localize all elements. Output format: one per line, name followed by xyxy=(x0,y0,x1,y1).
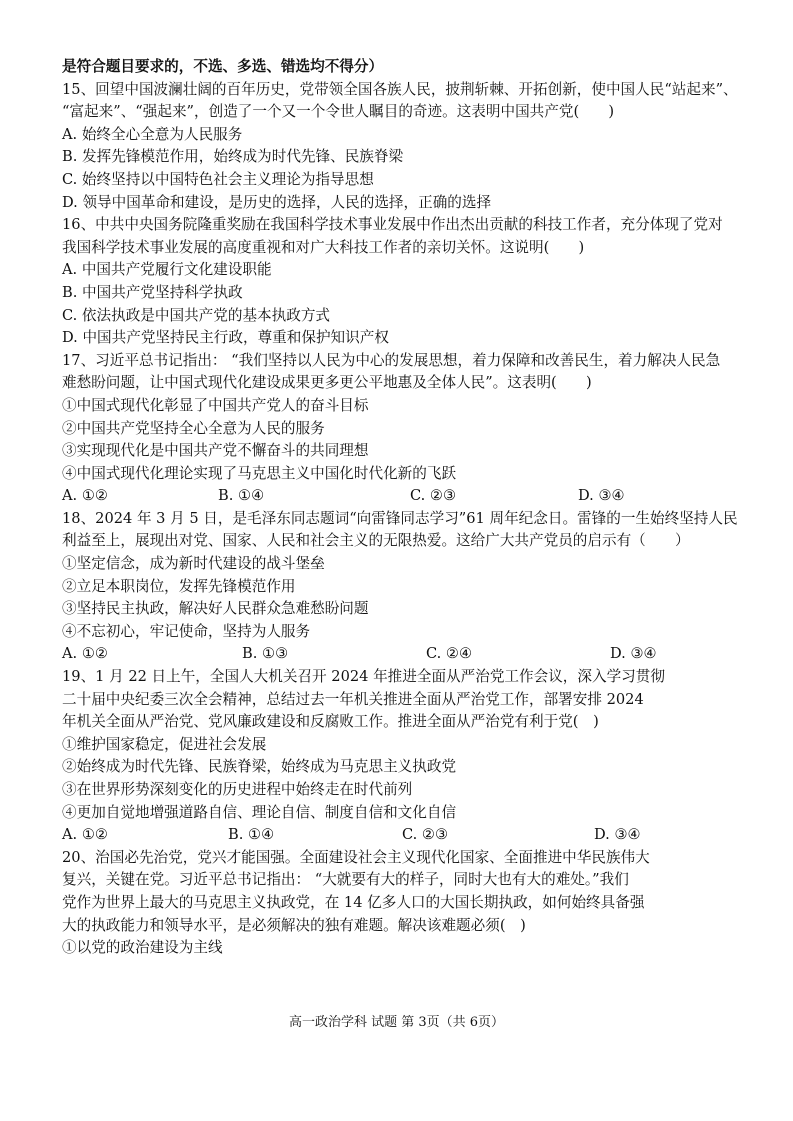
statement-2: ②中国共产党坚持全心全意为人民的服务 xyxy=(62,419,325,437)
question-stem: 难愁盼问题，让中国式现代化建设成果更多更公平地惠及全体人民”。这表明( ) xyxy=(62,374,592,392)
option-c: C. ②③ xyxy=(402,826,449,844)
option-d: D. ③④ xyxy=(594,826,641,844)
option-b: B. 发挥先锋模范作用，始终成为时代先锋、民族脊梁 xyxy=(62,148,404,166)
statement-3: ③实现现代化是中国共产党不懈奋斗的共同理想 xyxy=(62,442,369,460)
option-c: C. ②④ xyxy=(426,645,473,663)
question-stem: 二十届中央纪委三次全会精神，总结过去一年机关推进全面从严治党工作，部署安排 2024 xyxy=(62,690,644,708)
answer-options xyxy=(62,643,734,666)
statement-3: ③坚持民主执政，解决好人民群众急难愁盼问题 xyxy=(62,600,369,618)
option-a: A. ①② xyxy=(62,645,108,663)
question-stem: 20、治国必先治党，党兴才能国强。全面建设社会主义现代化国家、全面推进中华民族伟大 xyxy=(62,848,650,866)
option-c: C. ②③ xyxy=(410,487,457,505)
exam-page xyxy=(62,56,738,960)
question-stem: 18、2024 年 3 月 5 日，是毛泽东同志题词“向雷锋同志学习”61 周年纪念日。雷锋的一生始终坚持人民 xyxy=(62,509,738,527)
option-c: C. 始终坚持以中国特色社会主义理论为指导思想 xyxy=(62,170,374,188)
question-16 xyxy=(62,214,734,350)
statement-3: ③在世界形势深刻变化的历史进程中始终走在时代前列 xyxy=(62,781,413,798)
question-20 xyxy=(62,847,734,960)
option-d: D. ③④ xyxy=(578,487,625,505)
option-d: D. 中国共产党坚持民主行政，尊重和保护知识产权 xyxy=(62,329,389,347)
statement-2: ②立足本职岗位，发挥先锋模范作用 xyxy=(62,577,296,595)
statement-1: ①中国式现代化彰显了中国共产党人的奋斗目标 xyxy=(62,396,369,414)
option-d: D. ③④ xyxy=(610,645,657,663)
question-17 xyxy=(62,350,734,508)
option-b: B. ①④ xyxy=(228,826,275,844)
statement-4: ④更加自觉地增强道路自信、理论自信、制度自信和文化自信 xyxy=(62,803,457,821)
statement-4: ④不忘初心，牢记使命，坚持为人服务 xyxy=(62,622,311,640)
option-a: A. ①② xyxy=(62,487,108,505)
question-stem: 16、中共中央国务院隆重奖励在我国科学技术事业发展中作出杰出贡献的科技工作者，充分体现了党对 xyxy=(62,216,723,234)
question-stem: 利益至上，展现出对党、国家、人民和社会主义的无限热爱。这给广大共产党员的启示有（ ） xyxy=(62,532,690,550)
question-stem: 17、习近平总书记指出： “我们坚持以人民为中心的发展思想，着力保障和改善民生，着力解决人民急 xyxy=(62,351,721,369)
option-a: A. ①② xyxy=(62,826,108,844)
option-a: A. 中国共产党履行文化建设职能 xyxy=(62,261,272,279)
question-stem: 党作为世界上最大的马克思主义执政党，在 14 亿多人口的大国长期执政，如何始终具备强 xyxy=(62,893,645,911)
question-stem: 大的执政能力和领导水平，是必须解决的独有难题。解决该难题必须( ) xyxy=(62,916,526,934)
question-stem: 复兴，关键在党。习近平总书记指出： “大就要有大的样子，同时大也有大的难处。”我们 xyxy=(62,871,629,889)
question-19 xyxy=(62,666,734,847)
option-b: B. ①④ xyxy=(218,487,265,505)
option-d: D. 领导中国革命和建设，是历史的选择，人民的选择，正确的选择 xyxy=(62,193,492,211)
question-18 xyxy=(62,508,738,666)
question-stem: 19、1 月 22 日上午，全国人大机关召开 2024 年推进全面从严治党工作会议，深入学习贯彻 xyxy=(62,668,665,686)
question-stem: 年机关全面从严治党、党风廉政建设和反腐败工作。推进全面从严治党有利于党( ) xyxy=(62,713,599,731)
question-stem: 15、回望中国波澜壮阔的百年历史，党带领全国各族人民，披荆斩棘、开拓创新，使中国人民“站起来”、 xyxy=(62,80,738,98)
option-a: A. 始终全心全意为人民服务 xyxy=(62,125,243,143)
statement-1: ①维护国家稳定，促进社会发展 xyxy=(62,735,267,753)
page-footer: 高一政治学科 试题 第 3页（共 6页） xyxy=(288,1015,505,1030)
statement-2: ②始终成为时代先锋、民族脊梁，始终成为马克思主义执政党 xyxy=(62,758,457,776)
section-instruction: 是符合题目要求的，不选、多选、错选均不得分） xyxy=(62,58,384,75)
answer-options xyxy=(62,824,734,847)
answer-options xyxy=(62,485,734,508)
question-15 xyxy=(62,79,738,215)
option-b: B. ①③ xyxy=(242,645,289,663)
statement-1: ①坚定信念，成为新时代建设的战斗堡垒 xyxy=(62,555,325,573)
question-stem: “富起来”、“强起来”，创造了一个又一个令世人瞩目的奇迹。这表明中国共产党( ) xyxy=(62,103,615,121)
option-b: B. 中国共产党坚持科学执政 xyxy=(62,283,243,301)
statement-1: ①以党的政治建设为主线 xyxy=(62,939,223,957)
question-stem: 我国科学技术事业发展的高度重视和对广大科技工作者的亲切关怀。这说明( ) xyxy=(62,238,585,256)
statement-4: ④中国式现代化理论实现了马克思主义中国化时代化新的飞跃 xyxy=(62,464,457,482)
option-c: C. 依法执政是中国共产党的基本执政方式 xyxy=(62,306,331,324)
